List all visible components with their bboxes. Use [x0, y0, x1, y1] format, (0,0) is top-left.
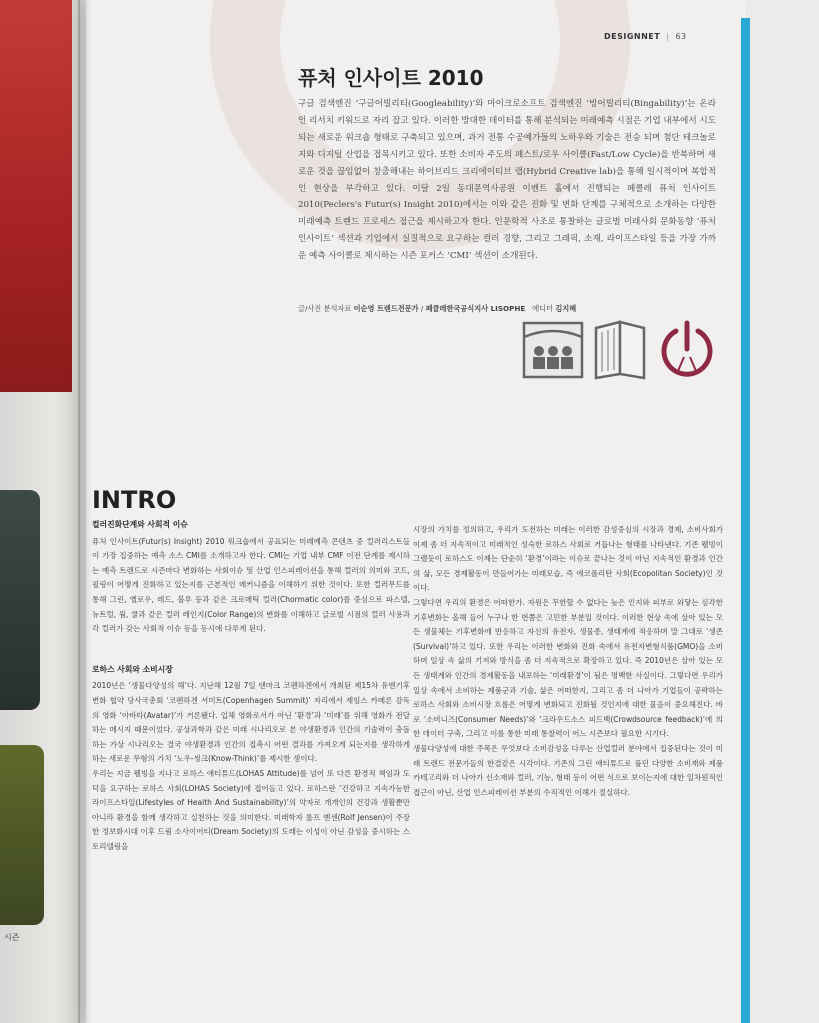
- book-icon: [592, 320, 648, 380]
- left-page-caption: 시즌: [4, 933, 20, 942]
- section2-title: 로하스 사회와 소비시장: [92, 664, 173, 674]
- article-credit: [298, 304, 576, 314]
- left-page-photo-bag: [0, 490, 40, 710]
- spine-shadow: [78, 0, 92, 1023]
- right-text2: 그렇다면 우리의 환경은 어떠한가. 자원은 무한할 수 없다는 늦은 인지와 피부로 와닿는 심각한 기후변화는 올해 들어 누구나 한 번쯤은 고민한 부분일 것이다. 이러한 현상 속에 살아 있는 모든 생물체는 기후변화에 반응하고 자신의 유전자, 생물종, 생태계에 적응하며 말 그대로 ‘생존(Survival)’하고 있다. 또한 우리는 이러한 변화와 진화 속에서 유전자변형식품(GMO)을 소비하며 일상 속 삶의 기저와 방식을 좀 더 지속적으로 확장하고 있다. 즉 2010년은 살아 있는 모든 생태계와 인간의 경제활동을 내포하는 ‘미래환경’이 됨은 명백한 사실이다. 그렇다면 우리가 일상 속에서 소비하는 제품군과 기술, 삶은 어떠한지, 그리고 좀 더 나아가 기업들이 공략하는 로하스 사회와 소비시장 흐름은 어떻게 변화되고 진화될 것인지에 대한 물음이 중요해진다. 바로 ‘소비니즈(Consumer Needs)’와 ‘크라우드소스 피드백(Crowdsource feedback)’에 의한 데이터 구축, 그리고 이를 통한 미래 통찰력이 어느 시즌보다 필요한 시기다.: [413, 597, 723, 739]
- right-text3: 생물다양성에 대한 주목은 무엇보다 소비감성을 다루는 산업컬러 분야에서 집중된다는 것이 미래 트렌드 전문가들의 한결같은 시각이다. 기존의 그린 애티튜드로 풀던 다양한 소비재와 제품 카테고리와 더 나아가 신소재와 컬러, 기능, 형태 등이 어떤 식으로 보이는지에 대한 일차원적인 접근이 아닌, 산업 인스피레이션 부분의 수직적인 이해가 절실하다.: [413, 743, 723, 797]
- article-title: 퓨처 인사이트 2010: [298, 66, 484, 90]
- section2-text1: 2010년은 ‘생물다양성의 해’다. 지난해 12월 7일 덴마크 코펜하겐에서 개최된 제15차 유엔기후변화 협약 당사국총회 ‘코펜하겐 서미트(Copenhagen Summit)’ 자리에서 제임스 카메론 감독의 영화 ‘아바타(Avatar)’가 거론됐다. 입체 영화로서가 아닌 ‘환경’과 ‘미래’를 위해 영화가 전달하는 메시지 때문이었다. 공상과학과 같은 미래 시나리오로 본 야생환경과 인간의 기술력이 충돌하는 가상 시나리오는 결국 야생환경과 인간의 접촉시 어떤 결과를 가져오게 되는지를 생각하게 하는 새로운 무형의 가치 ‘노우-씽크(Know-Think)’를 제시한 셈이다.: [92, 681, 410, 764]
- intro-heading: INTRO: [92, 486, 177, 514]
- power-icon: [656, 319, 718, 381]
- credit-prefix: 글/사진 분석자료: [298, 304, 352, 313]
- column-right: [413, 523, 723, 800]
- article-lead: 구글 검색엔진 ‘구글어빌리티(Googleability)’와 마이크로소프트 검색엔진 ‘빙어빌리티(Bingability)’는 온라인 리서치 키워드로 자리 잡고 있다. 이러한 방대한 데이터를 통해 분석되는 미래예측 시점은 기업 내부에서 시도되는 새로운 워크숍 형태로 구축되고 있으며, 과거 전통 수공예가들의 노하우와 기술은 전승 되며 첨단 테크놀로지와 디지털 산업을 접목시키고 있다. 또한 소비자 주도의 패스트/로우 사이클(Fast/Low Cycle)을 반복하며 새로운 것을 끊임없이 창출해내는 하이브리드 크리에이티브 랩(Hybrid Creative lab)을 통해 일시적이며 복합적인 현상을 부각하고 있다. 이달 2일 동대문역사공원 이벤트 홀에서 진행되는 페클레 퓨처 인사이트 2010(Peclers's Futur(s) Insight 2010)에서는 이와 같은 진화 및 변화 단계를 구체적으로 소개하는 다양한 미래예측 트렌드 프로세스 접근을 제시하고자 한다. 인문학적 사조로 통찰하는 글로벌 미래사회 문화동향 ‘퓨처 인사이트’ 섹션과 기업에서 실질적으로 요구하는 컬러 경향, 그리고 그래픽, 소재, 라이프스타일 등을 가장 가까운 예측 사이클로 제시하는 시즌 포커스 ‘CMI’ 섹션이 소개된다.: [298, 99, 716, 262]
- section1-title: 컬러진화단계와 사회적 이슈: [92, 520, 188, 529]
- credit-editor-label: 에디터: [532, 304, 554, 313]
- blue-page-edge: [741, 18, 750, 1023]
- credit-author2: 페클레한국공식지사 LISOPHE: [425, 304, 526, 313]
- left-page: [0, 0, 80, 1023]
- left-page-photo-red: [0, 0, 72, 392]
- credit-separator: /: [418, 304, 426, 313]
- page-number: 63: [675, 32, 687, 41]
- left-page-photo-bag-green: [0, 745, 44, 925]
- audience-icon: [522, 321, 584, 379]
- section2-text2: 우리는 지금 웰빙을 지나고 로하스 애티튜드(LOHAS Attitude)를 넘어 또 다른 환경적 책임과 도덕을 요구하는 로하스 사회(LOHAS Society)에 접어들고 있다. 로하스란 ‘건강하고 지속가능한 라이프스타일(Lifestyles of Health And Sustainability)’의 약자로 개개인의 건강과 생활뿐만 아니라 환경을 함께 생각하고 실천하는 것을 의미한다. 미래학자 롤프 옌센(Rolf Jensen)이 주장한 정보화시대 이후 드림 소사이어티(Dream Society)의 도래는 이성이 아닌 감성을 중시하는 스토리텔링을: [92, 768, 410, 851]
- running-header: DESIGNNET | 63: [604, 32, 687, 41]
- section1-text: 퓨처 인사이트(Futur(s) Insight) 2010 워크숍에서 공표되는 미래예측 콘텐츠 중 컬러리스트들이 가장 집중하는 예측 소스 CMI를 소개하고자 한다. CMI는 기업 내부 CMF 이전 단계를 제시하는 예측 트렌드로 시즌마다 변화하는 사회이슈 및 산업 인스피레이션을 통해 컬러의 의미와 코드, 필링이 어떻게 진화하고 있는지를 근본적인 메커니즘을 이해하기 위한 것이다. 또한 컬러무드를 통해 그린, 옐로우, 레드, 블루 등과 같은 크로매틱 컬러(Chormatic color)를 중심으로 파스텔, 뉴트럴, 웜, 쿨과 같은 컬러 레인지(Color Range)의 변화를 이해하고 글로벌 시점의 컬러 사용과 각 컬러가 갖는 사회적 이슈 등을 동시에 다루게 된다.: [92, 536, 410, 634]
- brand-name: DESIGNNET: [604, 32, 661, 41]
- section-icons: [522, 318, 718, 382]
- column-left: [92, 518, 410, 854]
- right-text1: 시장의 가치를 정의하고, 우리가 도전하는 미래는 이러한 감성중심의 시장과 경제, 소비사회가 이제 좀 더 지속적이고 미래적인 성숙한 로하스 사회로 거듭나는 형태를 나타낸다. 기존 웰빙이 그랬듯이 로하스도 이제는 단순히 ‘환경’이라는 이슈로 끝나는 것이 아닌 지속적인 환경과 인간의 삶, 모든 경제활동이 만들어가는 미래모습, 즉 에코폴리탄 사회(Ecopolitan Society)인 것이다.: [413, 525, 723, 593]
- credit-author1: 이순영 트렌드전문가: [353, 304, 419, 313]
- credit-editor: 김지혜: [555, 304, 577, 313]
